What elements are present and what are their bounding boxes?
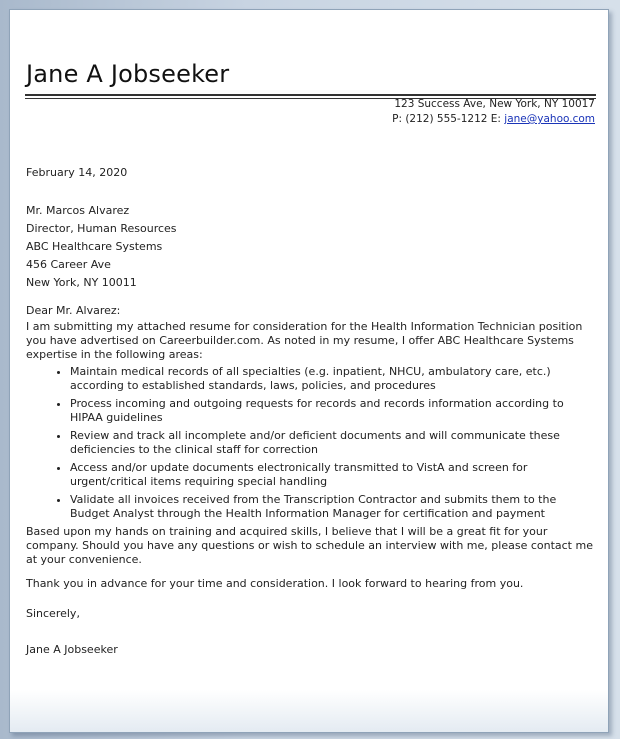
salutation: Dear Mr. Alvarez: [26,304,121,317]
signoff: Sincerely, [26,607,80,620]
list-item: • Review and track all incomplete and/or deficient documents and will communicate these deficiencies to the clinical staff for correction [70,429,596,457]
recipient-street: 456 Career Ave [26,258,111,271]
signature-name: Jane A Jobseeker [26,643,118,656]
qualifications-list [26,365,596,521]
recipient-title: Director, Human Resources [26,222,177,235]
email-link[interactable]: jane@yahoo.com [504,113,595,125]
intro-paragraph: I am submitting my attached resume for consideration for the Health Information Technician position you have advertised on Careerbuilder.com. As noted in my resume, I offer ABC Healthcare Systems expertise in the following areas: [26,320,583,361]
closing-paragraph: Based upon my hands on training and acquired skills, I believe that I will be a great fit for your company. Should you have any questions or wish to schedule an interview with me, please contact me at your convenience. [26,525,593,566]
thanks-paragraph: Thank you in advance for your time and consideration. I look forward to hearing from you. [26,577,524,590]
recipient-name: Mr. Marcos Alvarez [26,204,130,217]
list-item: • Process incoming and outgoing requests for records and records information according to HIPAA guidelines [70,397,596,425]
recipient-city: New York, NY 10011 [26,276,137,289]
letter-page [9,9,609,733]
header-rule-thick [25,94,596,96]
list-item: • Validate all invoices received from the Transcription Contractor and submits them to the Budget Analyst through the Health Information Manager for certification and payment [70,493,596,521]
recipient-block [26,202,596,292]
recipient-company: ABC Healthcare Systems [26,240,163,253]
sender-contact-block [392,97,595,127]
letter-date: February 14, 2020 [26,166,128,179]
letter-body [26,166,596,657]
page-bottom-shading [10,690,608,732]
list-item: • Maintain medical records of all specialties (e.g. inpatient, NHCU, ambulatory care, etc.) according to established standards, laws, policies, and procedures [70,365,596,393]
list-item: • Access and/or update documents electronically transmitted to VistA and screen for urgent/critical items requiring special handling [70,461,596,489]
sender-contact-line [392,112,595,127]
sender-name-heading: Jane A Jobseeker [26,60,230,88]
sender-address: 123 Success Ave, New York, NY 10017 [394,98,595,110]
phone-email-label: P: (212) 555-1212 E: [392,113,505,125]
